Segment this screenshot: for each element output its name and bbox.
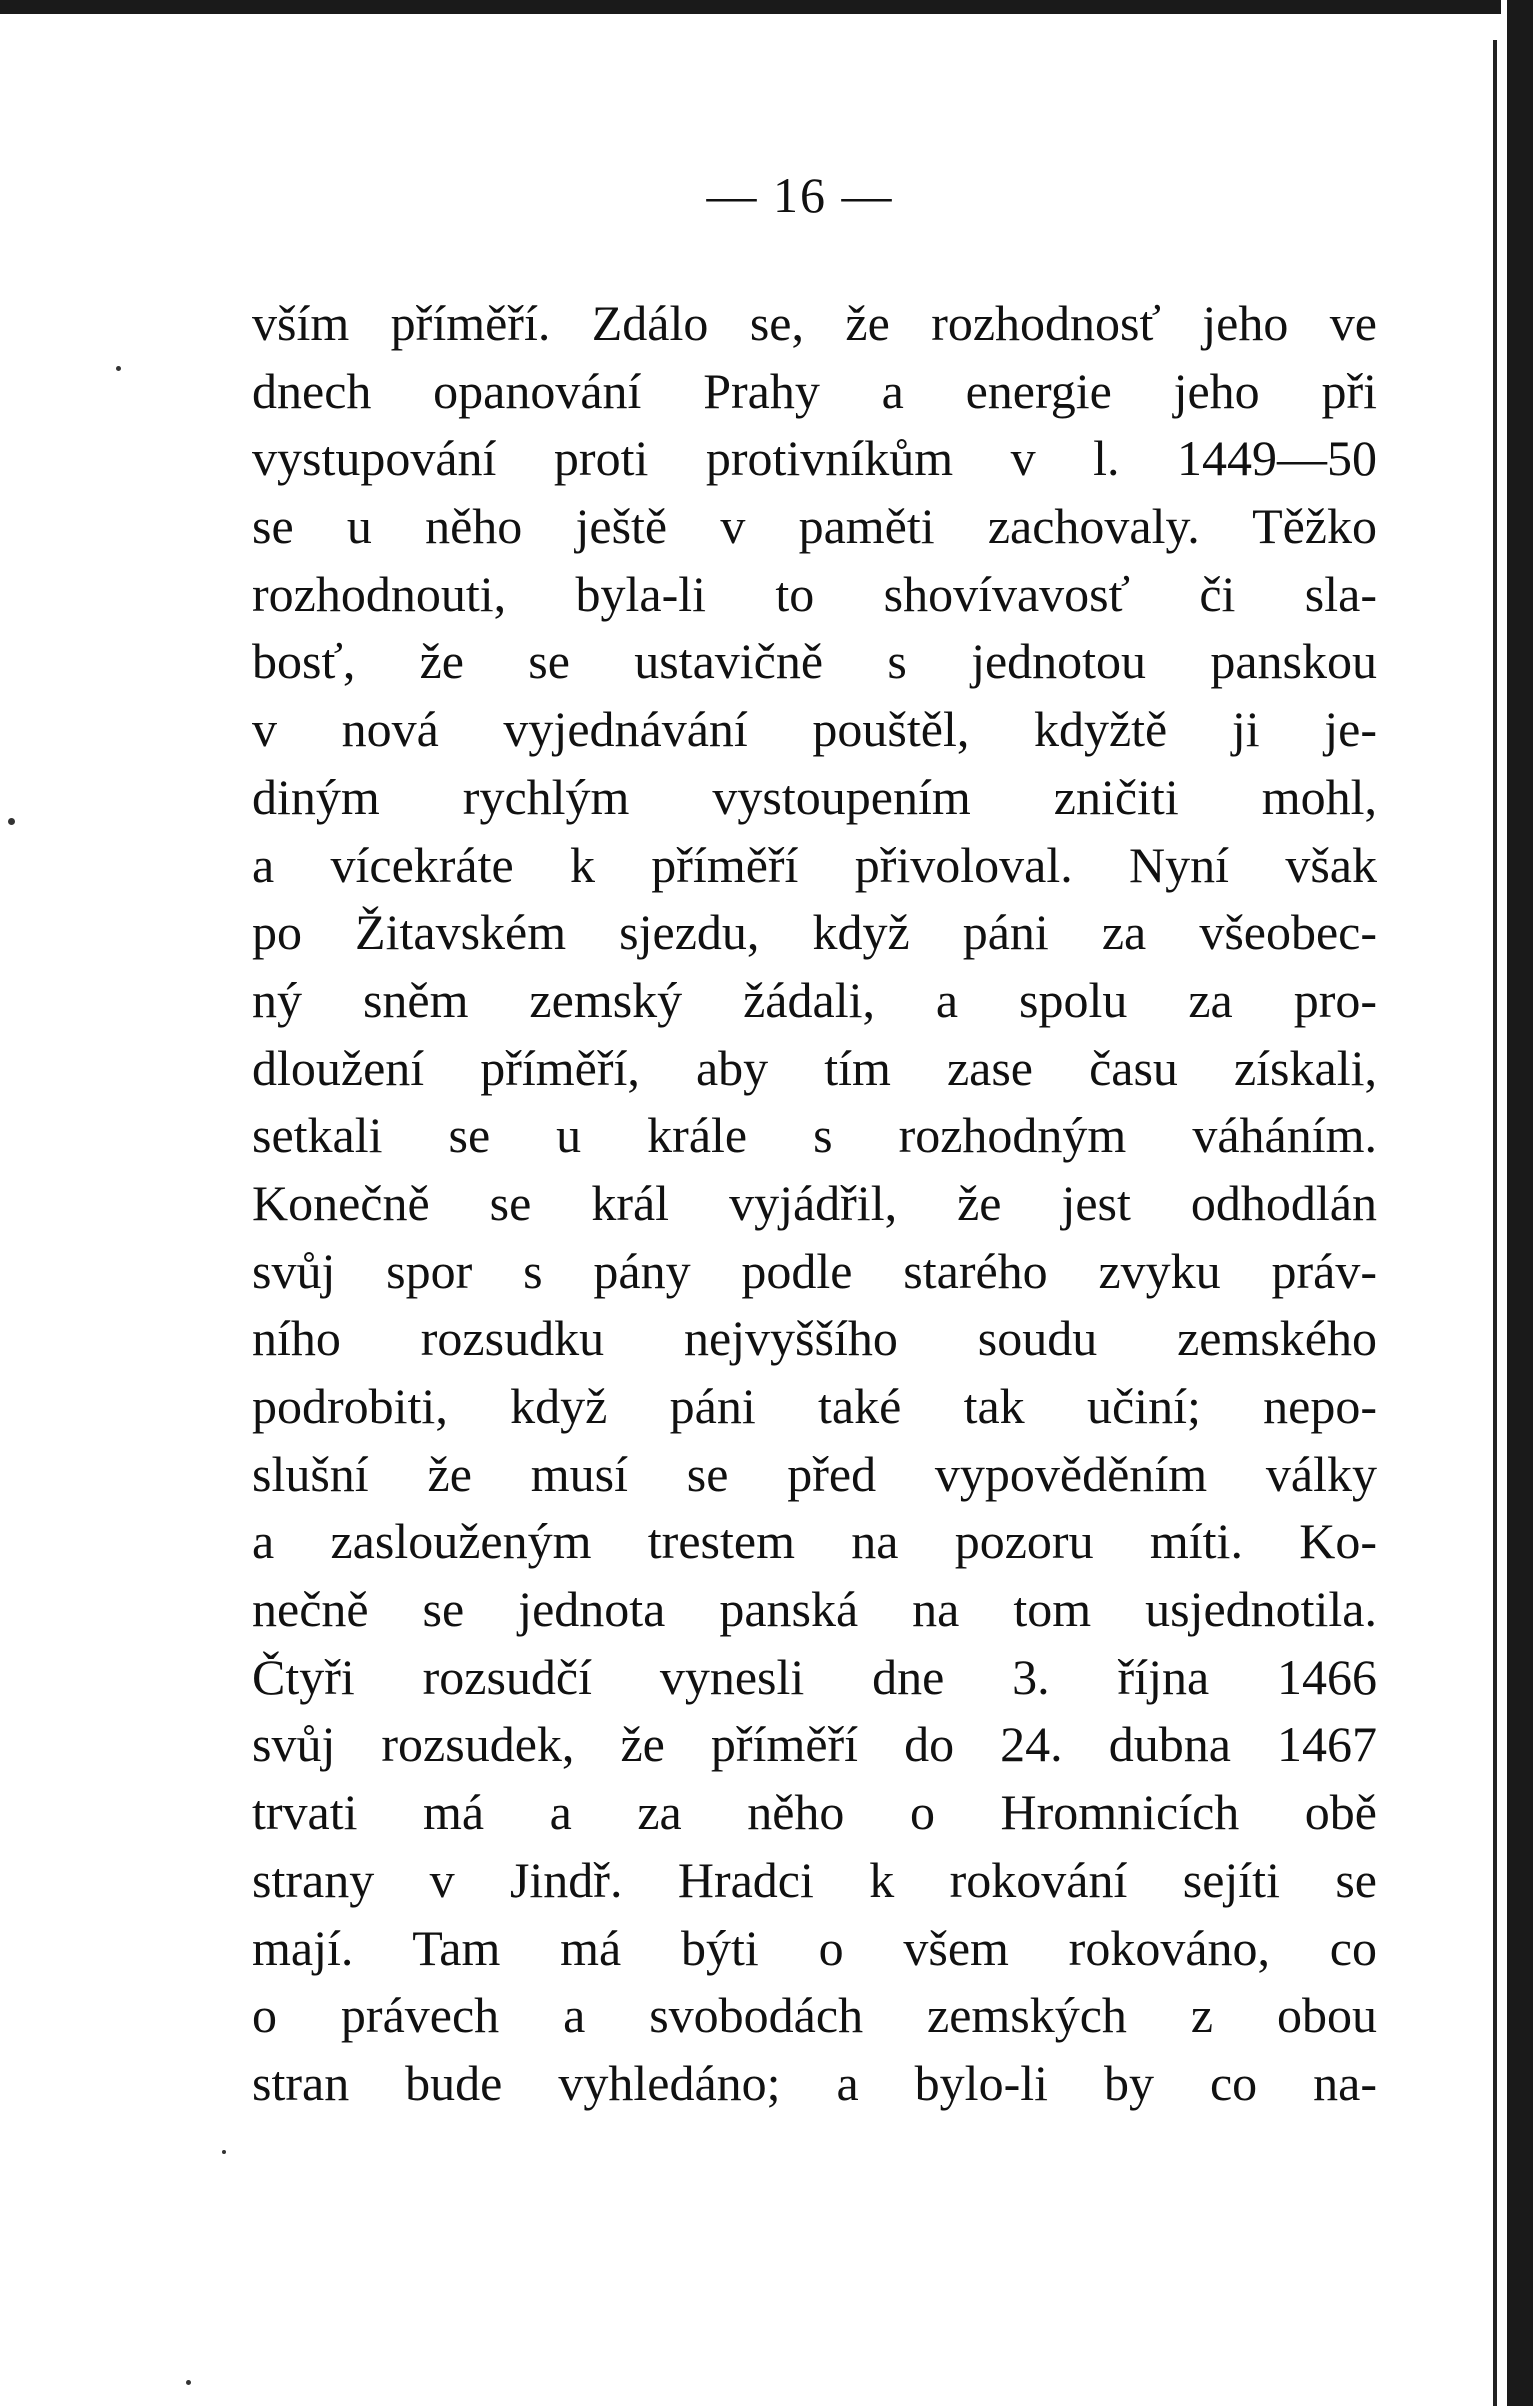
text-line: Čtyři rozsudčí vynesli dne 3. října 1466 <box>252 1648 1377 1705</box>
text-line: mají. Tam má býti o všem rokováno, co <box>252 1919 1377 1976</box>
text-line: slušní že musí se před vypověděním války <box>252 1445 1377 1502</box>
text-line: podrobiti, když páni také tak učiní; nepo- <box>252 1378 1377 1434</box>
text-line: po Žitavském sjezdu, když páni za všeobec- <box>252 904 1377 961</box>
scan-speck <box>222 2150 226 2154</box>
scan-speck <box>186 2380 191 2385</box>
text-line: v nová vyjednávání pouštěl, kdyžtě ji je- <box>252 701 1377 758</box>
text-line: a zaslouženým trestem na pozoru míti. Ko- <box>252 1513 1377 1570</box>
text-line: vším příměří. Zdálo se, že rozhodnosť jeho ve <box>252 295 1377 351</box>
page-right-edge <box>1507 0 1533 2406</box>
page-right-rule <box>1493 40 1497 2406</box>
page-number: — 16 — <box>706 167 894 223</box>
page-top-edge <box>0 0 1533 14</box>
text-line: o právech a svobodách zemských z obou <box>252 1987 1377 2044</box>
text-line: rozhodnouti, byla-li to shovívavosť či sla- <box>252 565 1377 622</box>
text-line: strany v Jindř. Hradci k rokování sejíti se <box>252 1851 1377 1908</box>
text-line: vystupování proti protivníkům v l. 1449—50 <box>252 430 1377 487</box>
text-line: stran bude vyhledáno; a bylo-li by co na- <box>252 2054 1377 2111</box>
text-line: ný sněm zemský žádali, a spolu za pro- <box>252 971 1377 1028</box>
body-text <box>252 290 1377 2118</box>
text-line: trvati má a za něho o Hromnicích obě <box>252 1784 1377 1841</box>
text-line: nečně se jednota panská na tom usjednotila. <box>252 1581 1377 1638</box>
text-line: se u něho ještě v paměti zachovaly. Těžko <box>252 498 1377 555</box>
page-right-gap <box>1501 0 1507 2406</box>
text-line: Konečně se král vyjádřil, že jest odhodlán <box>252 1174 1377 1231</box>
text-line: dnech opanování Prahy a energie jeho při <box>252 362 1377 419</box>
text-line: dloužení příměří, aby tím zase času získali, <box>252 1039 1377 1096</box>
scan-speck <box>116 366 121 371</box>
text-line: ního rozsudku nejvyššího soudu zemského <box>252 1310 1377 1367</box>
text-line: svůj spor s pány podle starého zvyku práv- <box>252 1242 1377 1299</box>
text-line: a vícekráte k příměří přivoloval. Nyní však <box>252 836 1377 893</box>
text-line: setkali se u krále s rozhodným váháním. <box>252 1107 1377 1164</box>
text-line: svůj rozsudek, že příměří do 24. dubna 1467 <box>252 1716 1377 1773</box>
scan-speck <box>8 818 15 825</box>
text-line: diným rychlým vystoupením zničiti mohl, <box>252 768 1377 825</box>
text-line: bosť, že se ustavičně s jednotou panskou <box>252 633 1377 690</box>
